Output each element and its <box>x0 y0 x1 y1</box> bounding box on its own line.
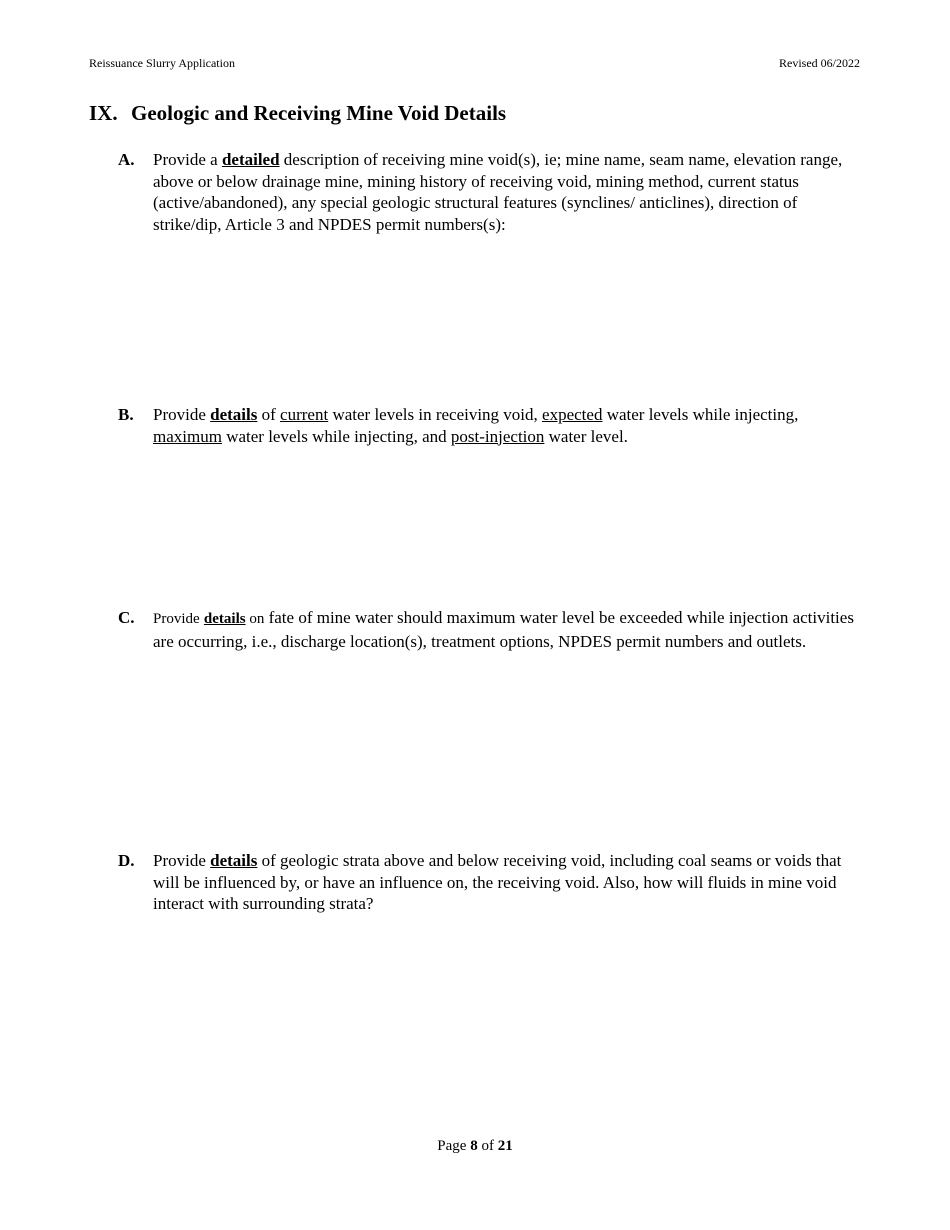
footer-page-number: 8 <box>470 1138 478 1154</box>
item-d-text-1: Provide <box>153 851 206 870</box>
item-c-text <box>153 607 858 652</box>
item-c-label: C. <box>118 608 135 627</box>
item-c-emphasis: details <box>203 611 246 627</box>
header-left-title: Reissuance Slurry Application <box>89 56 235 70</box>
item-a-text-1: Provide a <box>153 150 218 169</box>
item-b-expected: expected <box>542 405 603 424</box>
header-revision-date: Revised 06/2022 <box>779 56 860 70</box>
item-d-label: D. <box>118 851 135 870</box>
section-title-text: Geologic and Receiving Mine Void Details <box>131 101 507 125</box>
item-b <box>118 404 858 447</box>
footer-page-word: Page <box>437 1138 467 1154</box>
section-title <box>89 100 506 126</box>
item-c <box>118 607 858 652</box>
page-footer <box>0 1137 950 1155</box>
item-a-text <box>153 149 858 235</box>
item-c-text-1: Provide <box>153 611 200 627</box>
item-b-text-3: water levels in receiving void, <box>328 405 543 424</box>
item-b-label: B. <box>118 405 134 424</box>
item-a-text-2: description of receiving mine void(s), ie; mine name, seam name, elevation range, above or below drainage mine, mining history of receiving void, mining method, current status (active/abandoned), any special geologic structural features (synclines/ anticlines), direction of strike/dip, Article 3 and NPDES permit numbers(s): <box>153 150 843 234</box>
item-b-text-2: of <box>257 405 281 424</box>
item-a <box>118 149 858 235</box>
item-c-text-2: fate of mine water should maximum water level be exceeded while injection activities are occurring, i.e., discharge location(s), treatment options, NPDES permit numbers and outlets. <box>153 608 854 651</box>
item-a-emphasis: detailed <box>221 150 280 169</box>
item-b-text <box>153 404 858 447</box>
footer-of-word: of <box>481 1138 494 1154</box>
item-b-current: current <box>280 405 329 424</box>
item-c-text-on: on <box>245 611 265 627</box>
item-d-emphasis: details <box>210 851 258 870</box>
item-d <box>118 850 858 915</box>
item-d-text-2: of geologic strata above and below receiving void, including coal seams or voids that will be influenced by, or have an influence on, the receiving void. Also, how will fluids in mine void interact with surrounding strata? <box>153 851 842 913</box>
item-b-maximum: maximum <box>153 426 222 446</box>
item-d-text <box>153 850 858 915</box>
item-b-text-1: Provide <box>153 405 206 424</box>
item-b-post-injection: post-injection <box>450 426 545 446</box>
item-a-label: A. <box>118 150 135 169</box>
item-b-text-6: water level. <box>544 426 628 446</box>
section-number: IX. <box>89 101 118 125</box>
footer-page-total: 21 <box>497 1138 513 1154</box>
item-b-text-4: water levels while injecting, <box>602 405 799 424</box>
item-b-text-5: water levels while injecting, and <box>221 426 451 446</box>
item-b-emphasis: details <box>210 405 258 424</box>
